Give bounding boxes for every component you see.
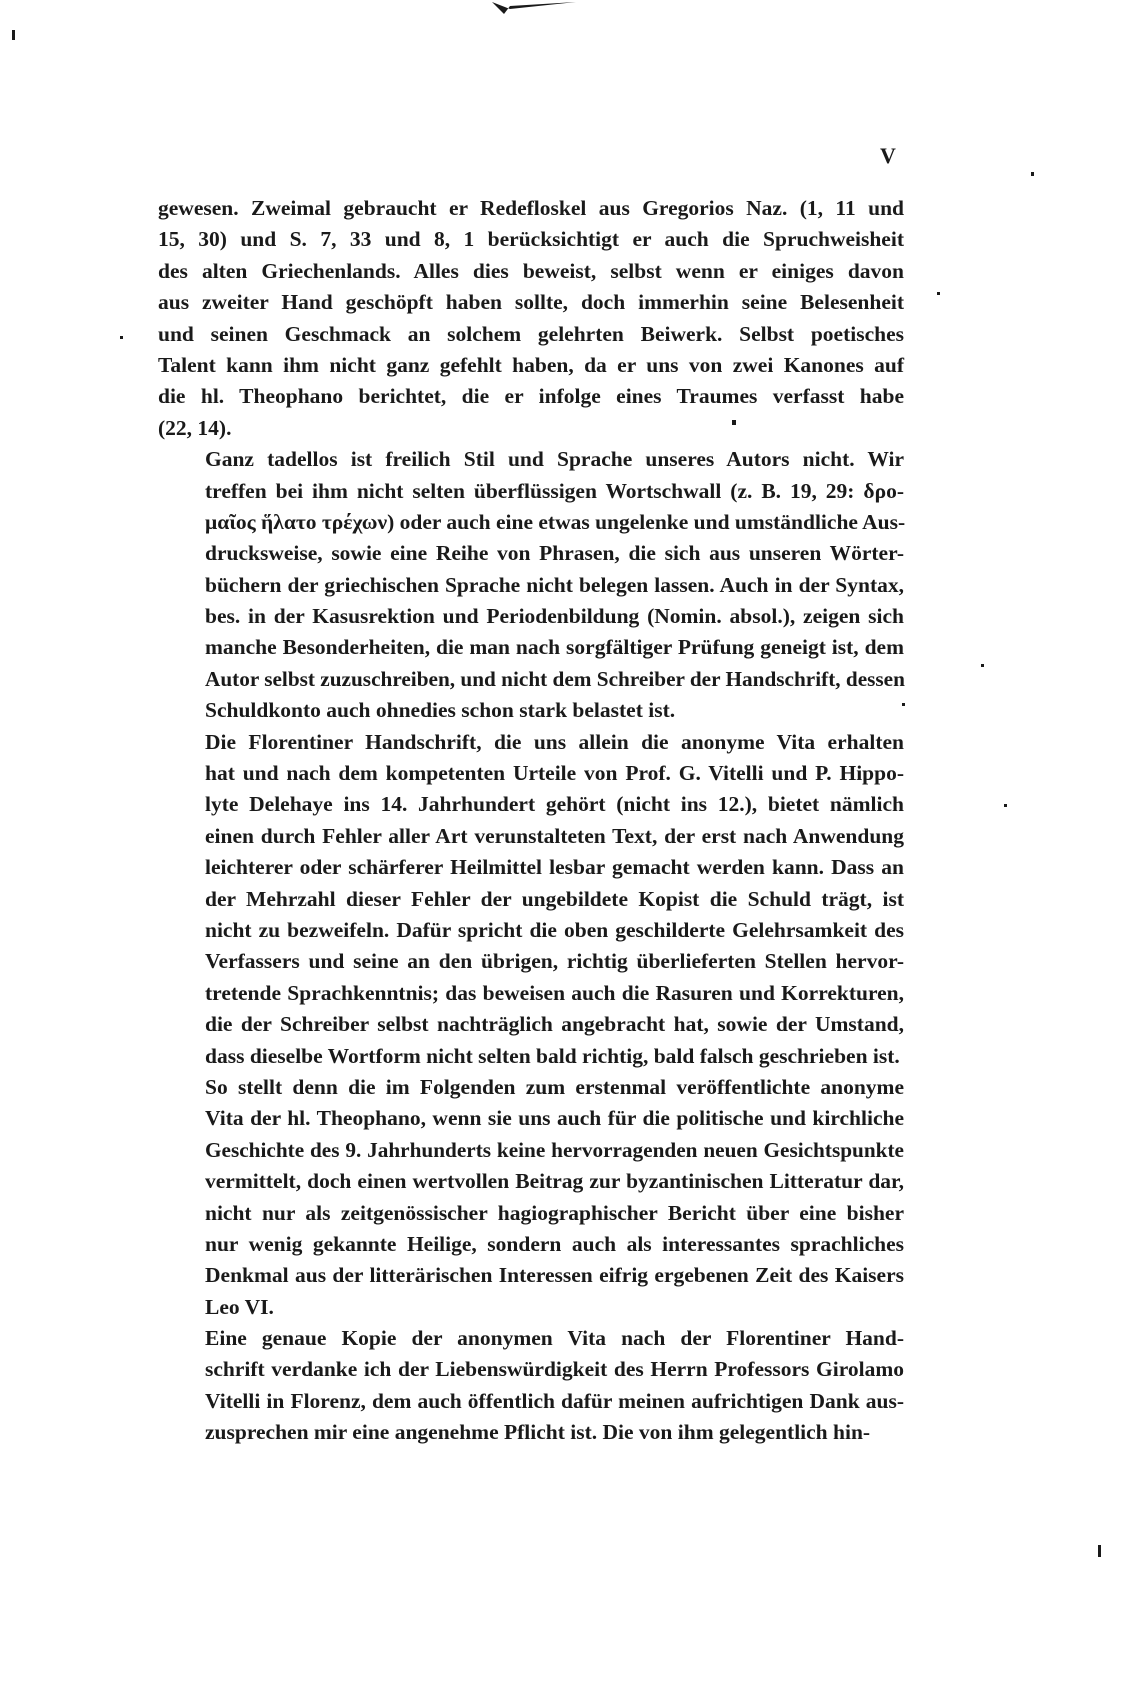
- paragraph: [158, 444, 904, 727]
- scan-speck: [902, 703, 905, 706]
- text-line: lyte Delehaye ins 14. Jahrhundert gehört (nicht ins 12.), bietet nämlich: [205, 792, 904, 817]
- text-line: büchern der griechischen Sprache nicht belegen lassen. Auch in der Syntax,: [205, 572, 904, 597]
- text-line: Ganz tadellos ist freilich Stil und Sprache unseres Autors nicht. Wir: [205, 447, 904, 472]
- text-line: leichterer oder schärferer Heilmittel lesbar gemacht werden kann. Dass an: [205, 855, 904, 880]
- text-line: Vita der hl. Theophano, wenn sie uns auch für die politische und kirchliche: [205, 1106, 904, 1131]
- scan-speck: [981, 664, 984, 667]
- text-line: der Mehrzahl dieser Fehler der ungebildete Kopist die Schuld trägt, ist: [205, 886, 904, 911]
- text-line: μαῖος ἥλατο τρέχων) oder auch eine etwas ungelenke und umständliche Aus-: [205, 509, 906, 534]
- text-line: die der Schreiber selbst nachträglich angebracht hat, sowie der Umstand,: [205, 1012, 904, 1037]
- text-line: Schuldkonto auch ohnedies schon stark belastet ist.: [205, 698, 676, 723]
- text-line: manche Besonderheiten, die man nach sorgfältiger Prüfung geneigt ist, dem: [205, 635, 904, 660]
- paragraph: [158, 1323, 904, 1449]
- text-line: treffen bei ihm nicht selten überflüssigen Wortschwall (z. B. 19, 29: δρο-: [205, 478, 904, 503]
- text-line: aus zweiter Hand geschöpft haben sollte, doch immerhin seine Belesenheit: [158, 290, 904, 315]
- scan-speck: [732, 420, 736, 425]
- text-line: hat und nach dem kompetenten Urteile von Prof. G. Vitelli und P. Hippo-: [205, 761, 904, 786]
- text-line: einen durch Fehler aller Art verunstalteten Text, der erst nach Anwendung: [205, 823, 904, 848]
- text-line: (22, 14).: [158, 415, 232, 440]
- text-line: Talent kann ihm nicht ganz gefehlt haben, da er uns von zwei Kanones auf: [158, 352, 904, 377]
- text-line: 15, 30) und S. 7, 33 und 8, 1 berücksichtigt er auch die Spruchweisheit: [158, 227, 904, 252]
- text-line: Leo VI.: [205, 1294, 274, 1319]
- text-line: Geschichte des 9. Jahrhunderts keine hervorragenden neuen Gesichtspunkte: [205, 1137, 904, 1162]
- scan-speck: [1098, 1545, 1101, 1557]
- page-number: V: [880, 143, 896, 168]
- text-line: Denkmal aus der litterärischen Interessen eifrig ergebenen Zeit des Kaisers: [205, 1263, 904, 1288]
- text-line: die hl. Theophano berichtet, die er infolge eines Traumes verfasst habe: [158, 384, 904, 409]
- paragraph: [158, 193, 904, 444]
- text-line: und seinen Geschmack an solchem gelehrten Beiwerk. Selbst poetisches: [158, 321, 904, 346]
- text-line: Eine genaue Kopie der anonymen Vita nach der Florentiner Hand-: [205, 1326, 904, 1351]
- paragraph: [158, 727, 904, 1072]
- scan-arrow-mark: [490, 0, 580, 24]
- text-line: Autor selbst zuzuschreiben, und nicht dem Schreiber der Handschrift, dessen: [205, 666, 905, 691]
- text-line: zusprechen mir eine angenehme Pflicht ist. Die von ihm gelegentlich hin-: [205, 1420, 871, 1445]
- text-line: tretende Sprachkenntnis; das beweisen auch die Rasuren und Korrekturen,: [205, 980, 904, 1005]
- text-line: Die Florentiner Handschrift, die uns allein die anonyme Vita erhalten: [205, 729, 904, 754]
- text-line: Vitelli in Florenz, dem auch öffentlich dafür meinen aufrichtigen Dank aus-: [205, 1388, 904, 1413]
- paragraph: [158, 1072, 904, 1323]
- text-line: vermittelt, doch einen wertvollen Beitrag zur byzantinischen Litteratur dar,: [205, 1169, 904, 1194]
- text-line: schrift verdanke ich der Liebenswürdigkeit des Herrn Professors Girolamo: [205, 1357, 904, 1382]
- text-line: nicht nur als zeitgenössischer hagiographischer Bericht über eine bisher: [205, 1200, 904, 1225]
- text-line: nur wenig gekannte Heilige, sondern auch als interessantes sprachliches: [205, 1231, 904, 1256]
- text-line: dass dieselbe Wortform nicht selten bald richtig, bald falsch geschrieben ist.: [205, 1043, 900, 1068]
- text-line: bes. in der Kasusrektion und Periodenbildung (Nomin. absol.), zeigen sich: [205, 604, 904, 629]
- scan-speck: [1031, 172, 1034, 176]
- scan-speck: [12, 30, 15, 40]
- text-line: nicht zu bezweifeln. Dafür spricht die oben geschilderte Gelehrsamkeit des: [205, 917, 904, 942]
- text-line: Verfassers und seine an den übrigen, richtig überlieferten Stellen hervor-: [205, 949, 904, 974]
- text-line: drucksweise, sowie eine Reihe von Phrasen, die sich aus unseren Wörter-: [205, 541, 904, 566]
- text-line: So stellt denn die im Folgenden zum erstenmal veröffentlichte anonyme: [205, 1074, 904, 1099]
- text-line: des alten Griechenlands. Alles dies beweist, selbst wenn er einiges davon: [158, 258, 904, 283]
- scan-speck: [937, 292, 940, 295]
- text-line: gewesen. Zweimal gebraucht er Redefloskel aus Gregorios Naz. (1, 11 und: [158, 196, 904, 220]
- scan-speck: [1004, 804, 1007, 807]
- body-text: [158, 193, 904, 1449]
- scan-speck: [120, 336, 123, 339]
